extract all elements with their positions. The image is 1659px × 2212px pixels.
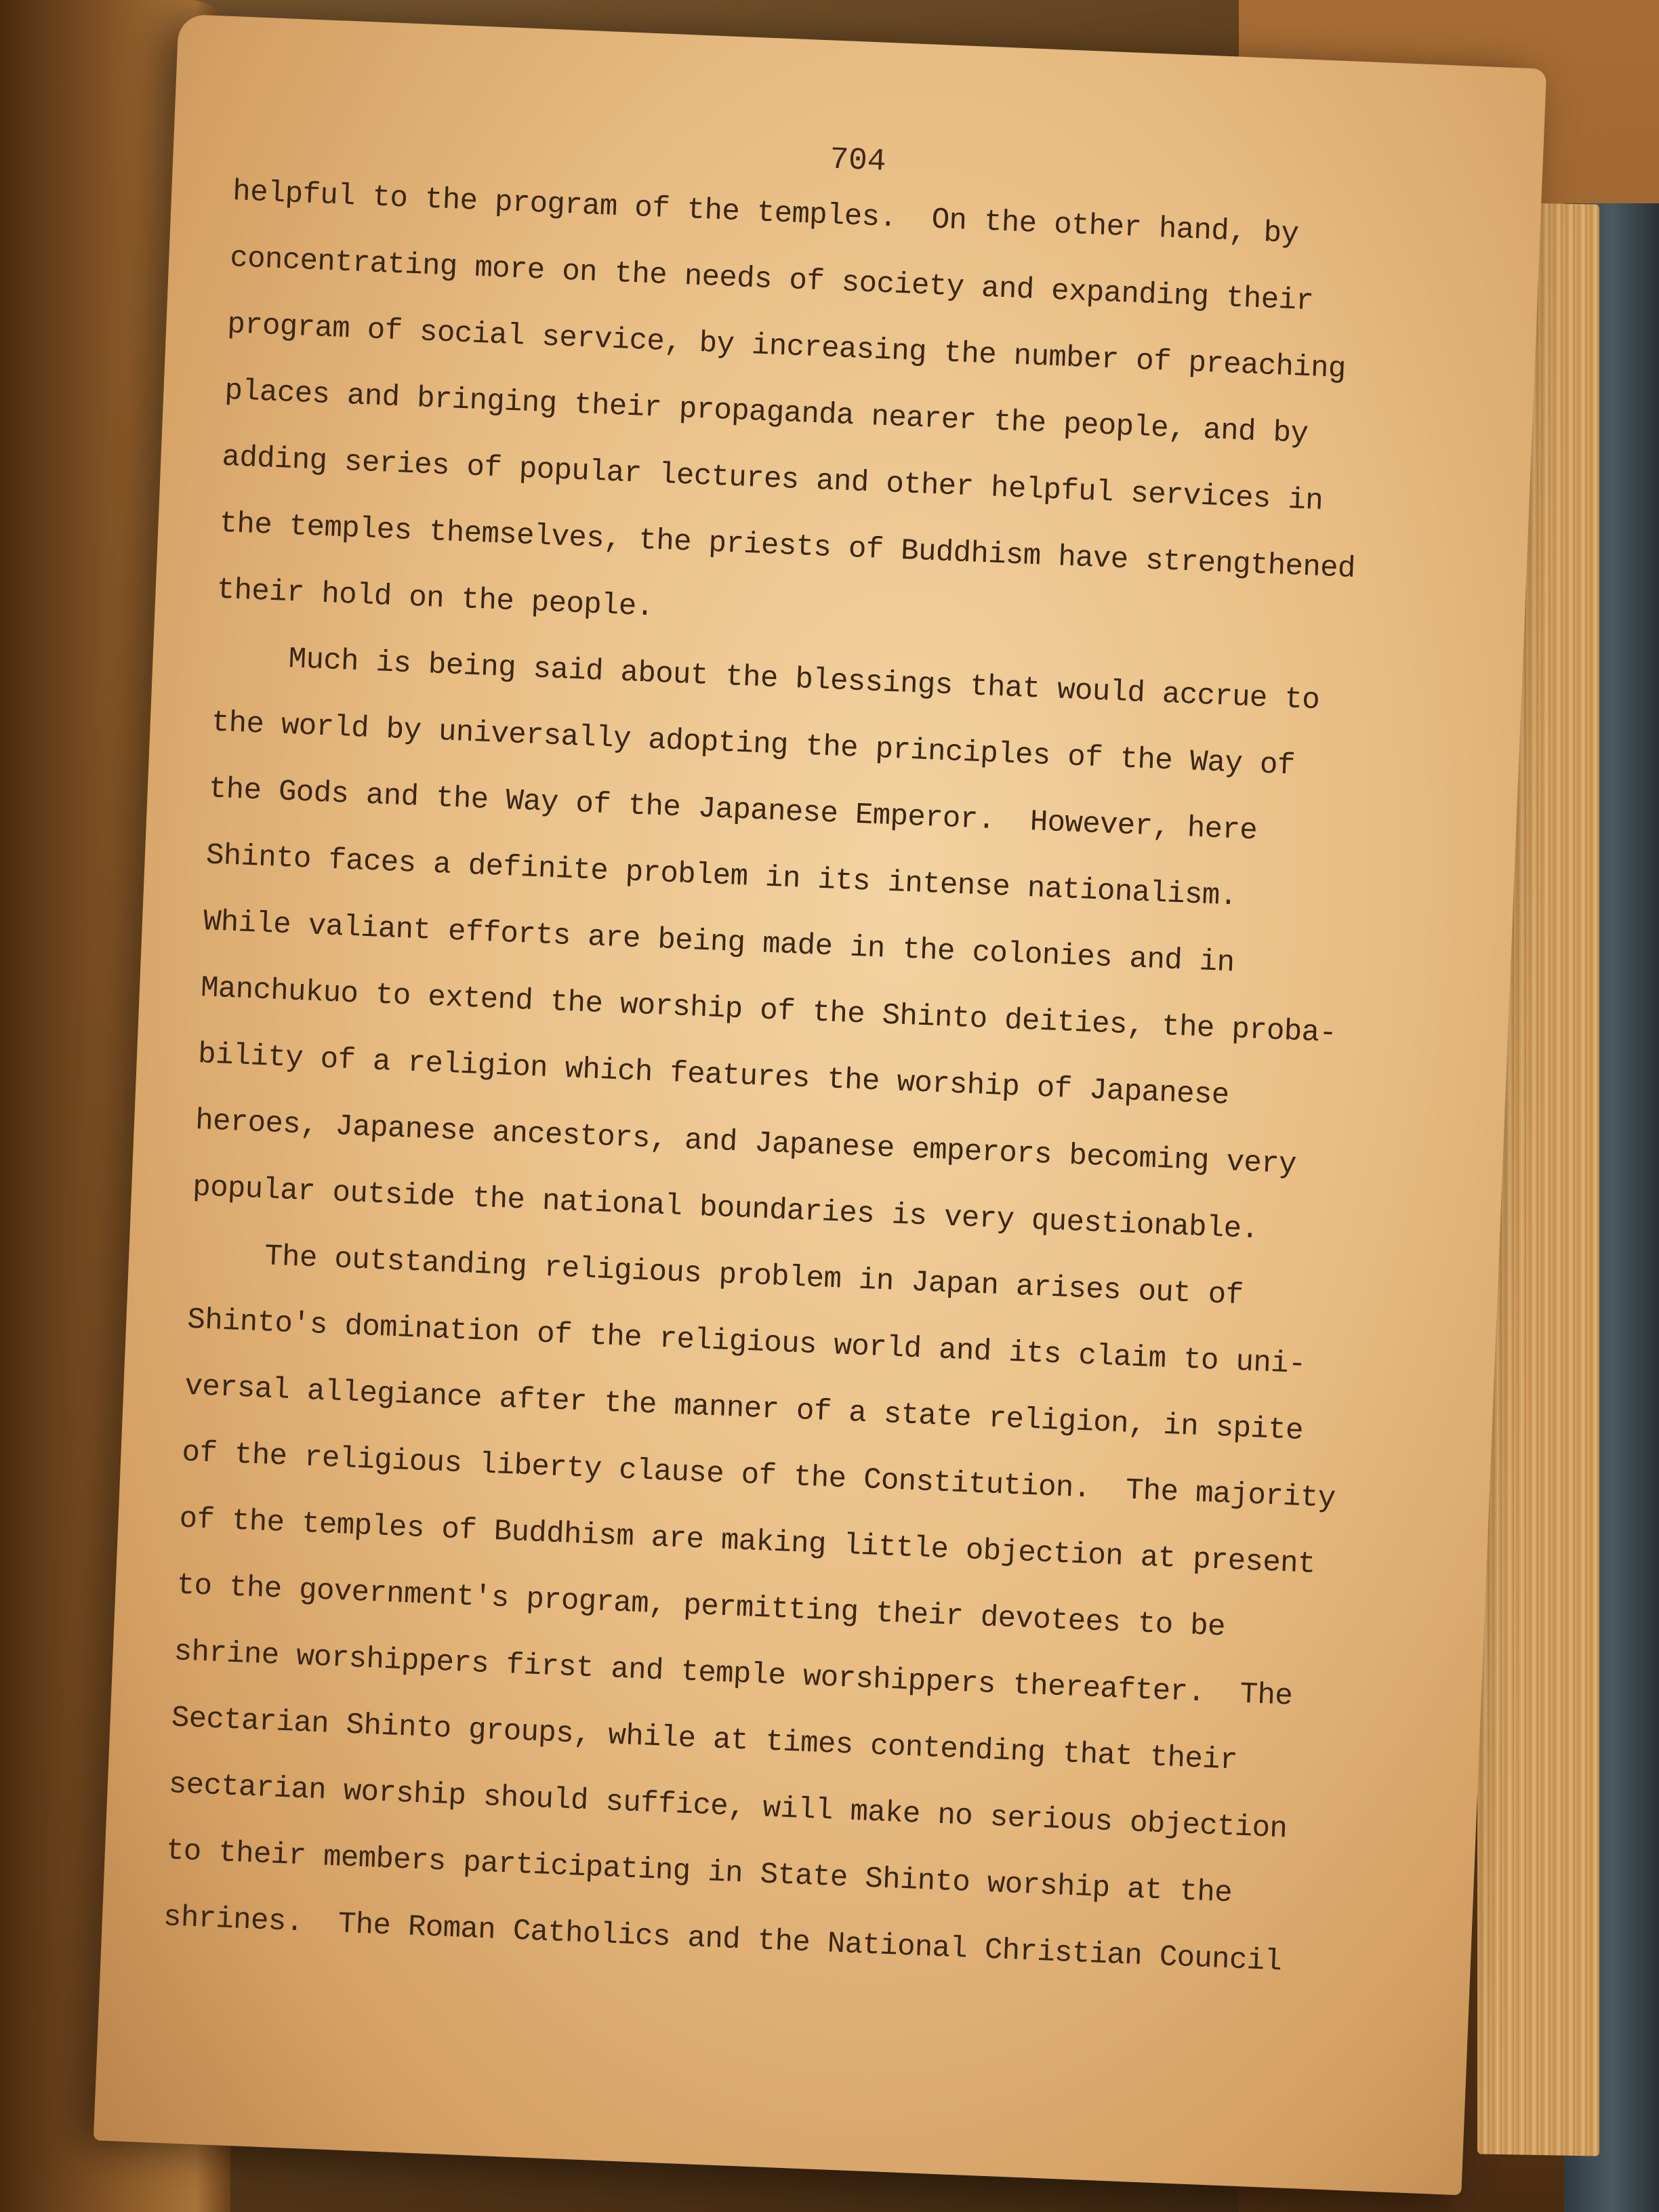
text-line: bility of a religion which features the worship of Japanese [197,1038,1230,1113]
text-line: helpful to the program of the temples. On the other hand, by [232,175,1300,252]
text-line: popular outside the national boundaries is very questionable. [192,1170,1260,1248]
text-line: Much is being said about the blessings that would accrue to [287,642,1320,718]
body-text [162,159,1487,2001]
page-number: 704 [829,142,887,180]
text-line: concentrating more on the needs of society and expanding their [229,241,1315,319]
text-line: shrine worshippers first and temple worshippers thereafter. The [173,1635,1293,1714]
text-line: sectarian worship should suffice, will make no serious objection [167,1767,1288,1847]
text-line: the temples themselves, the priests of Buddhism have strengthened [218,506,1356,587]
text-line: Sectarian Shinto groups, while at times contending that their [170,1701,1238,1778]
text-line: While valiant efforts are being made in the colonies and in [203,905,1235,981]
text-line: adding series of popular lectures and other helpful services in [221,440,1324,519]
text-line: Manchukuo to extend the worship of the Shinto deities, the proba- [200,971,1338,1051]
text-line: of the temples of Buddhism are making little objection at present [178,1502,1316,1582]
text-line: to their members participating in State Shinto worship at the [165,1834,1233,1911]
text-line: their hold on the people. [216,573,655,625]
text-line: the world by universally adopting the principles of the Way of [210,705,1296,783]
text-line: Shinto's domination of the religious world and its claim to uni- [186,1303,1307,1382]
text-line: versal allegiance after the manner of a state religion, in spite [184,1369,1304,1448]
text-line: The outstanding religious problem in Japan arises out of [264,1240,1244,1313]
text-line: Shinto faces a definite problem in its intense nationalism. [205,838,1238,914]
text-line: shrines. The Roman Catholics and the National Christian Council [163,1900,1283,1980]
text-line: the Gods and the Way of the Japanese Emperor. However, here [207,772,1258,848]
text-line: to the government's program, permitting their devotees to be [176,1568,1226,1645]
document-page [94,14,1547,2196]
text-line: of the religious liberty clause of the Constitution. The majority [181,1435,1336,1516]
text-line: heroes, Japanese ancestors, and Japanese emperors becoming very [194,1104,1297,1183]
text-line: program of social service, by increasing the number of preaching [226,307,1347,387]
text-line: places and bringing their propaganda nearer the people, and by [224,373,1309,452]
